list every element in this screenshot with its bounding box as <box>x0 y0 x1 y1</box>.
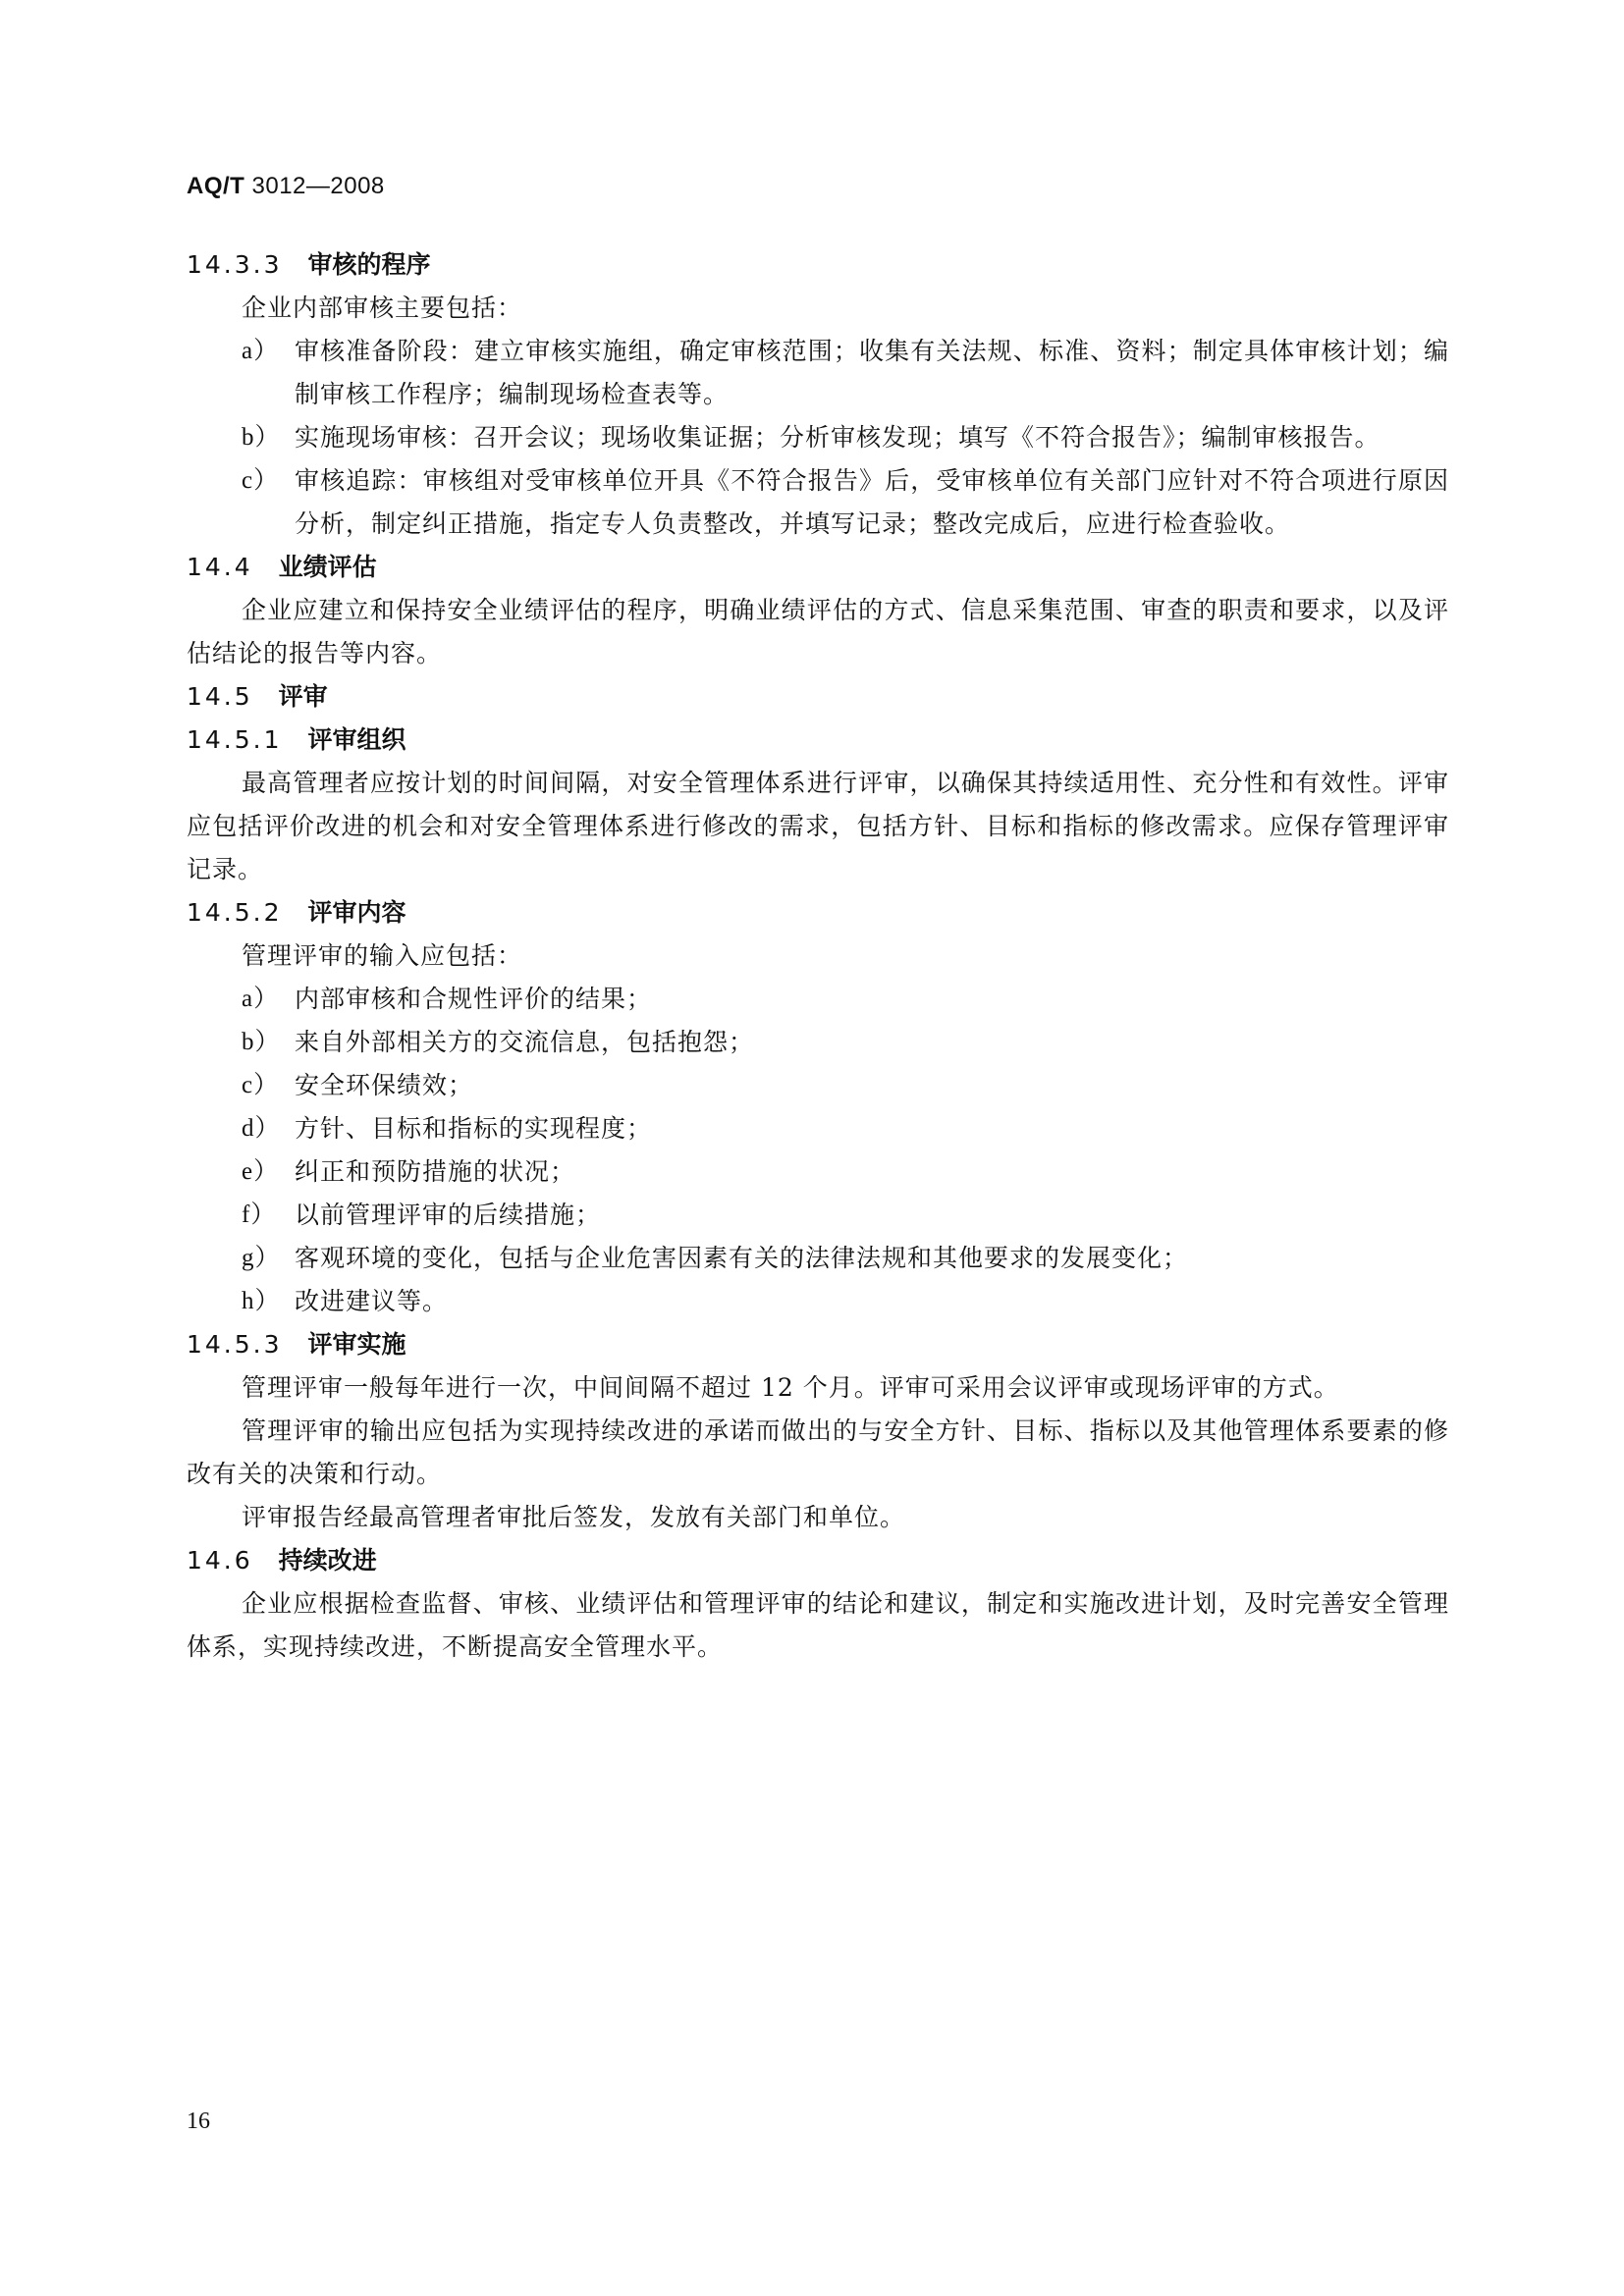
standard-code-header <box>187 173 385 200</box>
paragraph: 最高管理者应按计划的时间间隔，对安全管理体系进行评审，以确保其持续适用性、充分性和有效性。评审应包括评价改进的机会和对安全管理体系进行修改的需求，包括方针、目标和指标的修改需求。应保存管理评审记录。 <box>187 769 1449 883</box>
section-title: 评审实施 <box>307 1330 406 1359</box>
list-item <box>187 1194 1449 1237</box>
section-number: 14.5 <box>187 682 253 711</box>
list-marker: a） <box>242 986 280 1012</box>
section-number: 14.6 <box>187 1546 253 1575</box>
list-marker: d） <box>242 1115 281 1142</box>
list-marker: c） <box>242 1072 280 1098</box>
list-item-text: 纠正和预防措施的状况； <box>295 1157 576 1186</box>
section-title: 评审内容 <box>307 898 406 927</box>
paragraph: 管理评审的输入应包括： <box>242 941 523 970</box>
paragraph: 管理评审一般每年进行一次，中间间隔不超过 12 个月。评审可采用会议评审或现场评审的方式。 <box>242 1373 1339 1402</box>
list-item-text: 客观环境的变化，包括与企业危害因素有关的法律法规和其他要求的发展变化； <box>295 1244 1189 1272</box>
list-item-text: 审核追踪：审核组对受审核单位开具《不符合报告》后，受审核单位有关部门应针对不符合项进行原因分析，制定纠正措施，指定专人负责整改，并填写记录；整改完成后，应进行检查验收。 <box>295 466 1449 538</box>
list-item-text: 以前管理评审的后续措施； <box>295 1201 602 1229</box>
list-item-text: 来自外部相关方的交流信息，包括抱怨； <box>295 1028 755 1056</box>
heading-14-5 <box>187 675 1449 719</box>
standard-code-prefix: AQ/T <box>187 173 245 199</box>
heading-14-6 <box>187 1539 1449 1582</box>
list-marker: e） <box>242 1158 280 1185</box>
list-item <box>187 459 1449 546</box>
section-title: 审核的程序 <box>307 250 431 279</box>
list-item-text: 安全环保绩效； <box>295 1071 474 1099</box>
list-marker: f） <box>242 1201 277 1228</box>
paragraph: 企业内部审核主要包括： <box>242 294 523 322</box>
heading-14-3-3 <box>187 243 1449 287</box>
heading-14-5-3 <box>187 1323 1449 1366</box>
list-item <box>187 1064 1449 1107</box>
list-item-text: 内部审核和合规性评价的结果； <box>295 985 653 1013</box>
list-item <box>187 1237 1449 1280</box>
page-number: 16 <box>187 2109 210 2134</box>
list-item <box>187 1107 1449 1150</box>
heading-14-5-2 <box>187 891 1449 934</box>
paragraph: 评审报告经最高管理者审批后签发，发放有关部门和单位。 <box>242 1503 906 1531</box>
section-title: 评审 <box>278 682 328 711</box>
section-title: 持续改进 <box>278 1546 377 1575</box>
heading-14-4 <box>187 546 1449 589</box>
document-body <box>187 243 1449 1669</box>
section-number: 14.5.1 <box>187 725 283 754</box>
list-item <box>187 416 1449 459</box>
list-marker: h） <box>242 1288 281 1314</box>
heading-14-5-1 <box>187 719 1449 762</box>
list-marker: g） <box>242 1245 281 1271</box>
paragraph: 企业应建立和保持安全业绩评估的程序，明确业绩评估的方式、信息采集范围、审查的职责和要求，以及评估结论的报告等内容。 <box>187 596 1449 667</box>
list-marker: b） <box>242 424 281 451</box>
paragraph: 企业应根据检查监督、审核、业绩评估和管理评审的结论和建议，制定和实施改进计划，及时完善安全管理体系，实现持续改进，不断提高安全管理水平。 <box>187 1589 1449 1661</box>
list-item <box>187 1021 1449 1064</box>
list-item-text: 实施现场审核：召开会议；现场收集证据；分析审核发现；填写《不符合报告》；编制审核报告。 <box>295 423 1380 452</box>
paragraph: 管理评审的输出应包括为实现持续改进的承诺而做出的与安全方针、目标、指标以及其他管理体系要素的修改有关的决策和行动。 <box>187 1416 1449 1488</box>
section-number: 14.5.3 <box>187 1330 283 1359</box>
list-marker: c） <box>242 467 280 494</box>
list-item <box>187 330 1449 416</box>
list-item-text: 方针、目标和指标的实现程度； <box>295 1114 653 1143</box>
section-number: 14.4 <box>187 553 253 581</box>
section-title: 业绩评估 <box>278 553 377 581</box>
list-marker: b） <box>242 1029 281 1055</box>
list-item <box>187 1150 1449 1194</box>
list-item <box>187 1280 1449 1323</box>
list-item-text: 审核准备阶段：建立审核实施组，确定审核范围；收集有关法规、标准、资料；制定具体审核计划；编制审核工作程序；编制现场检查表等。 <box>295 337 1449 408</box>
section-title: 评审组织 <box>307 725 406 754</box>
standard-code-number: 3012—2008 <box>251 173 385 199</box>
section-number: 14.3.3 <box>187 250 283 279</box>
section-number: 14.5.2 <box>187 898 283 927</box>
list-item <box>187 978 1449 1021</box>
list-marker: a） <box>242 338 280 364</box>
list-item-text: 改进建议等。 <box>295 1287 449 1315</box>
